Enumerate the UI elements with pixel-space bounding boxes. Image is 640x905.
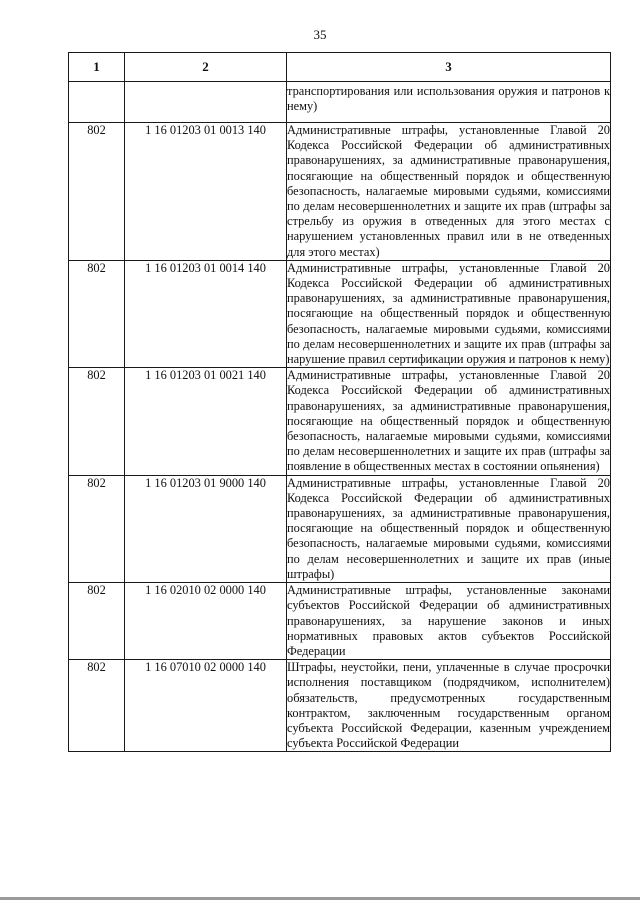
budget-code-cell: 1 16 01203 01 0014 140 [125,260,287,367]
budget-code-cell: 1 16 01203 01 9000 140 [125,475,287,582]
table-row [69,583,611,660]
table-row [69,260,611,367]
description-cell: Штрафы, неустойки, пени, уплаченные в случае просрочки исполнения поставщиком (подрядчиком, исполнителем) обязательств, предусмотренных государственным контрактом, заключенным государственным органом субъекта Российской Федерации, казенным учреждением субъекта Российской Федерации [287,660,610,751]
admin-code-cell: 802 [69,475,125,582]
admin-code-cell: 802 [69,123,125,261]
admin-code-cell: 802 [69,260,125,367]
description-cell: Административные штрафы, установленные Главой 20 Кодекса Российской Федерации об административных правонарушениях, за административные правонарушения, посягающие на общественный порядок и общественную безопасность, налагаемые мировыми судьями, комиссиями по делам несовершеннолетних и защите их прав (иные штрафы) [287,475,610,581]
column-header-2: 2 [125,53,287,82]
admin-code-cell: 802 [69,583,125,660]
description-cell: Административные штрафы, установленные законами субъектов Российской Федерации об административных правонарушениях, за нарушение законов и иных нормативных правовых актов субъектов Российской Федерации [287,583,610,658]
admin-code-cell: 802 [69,368,125,475]
code-cell-empty [125,82,287,123]
budget-code-cell: 1 16 07010 02 0000 140 [125,660,287,752]
table-row [69,475,611,582]
table-row [69,368,611,475]
table-row [69,123,611,261]
description-cell: Административные штрафы, установленные Главой 20 Кодекса Российской Федерации об административных правонарушениях, за административные правонарушения, посягающие на общественный порядок и общественную безопасность, налагаемые мировыми судьями, комиссиями по делам несовершеннолетних и защите их прав (штрафы за нарушение правил сертификации оружия и патронов к нему) [287,260,610,367]
scan-bottom-edge [0,897,640,900]
description-cell: Административные штрафы, установленные Главой 20 Кодекса Российской Федерации об административных правонарушениях, за административные правонарушения, посягающие на общественный порядок и общественную безопасность, налагаемые мировыми судьями, комиссиями по делам несовершеннолетних и защите их прав (штрафы за появление в общественных местах в состоянии опьянения) [287,368,610,474]
description-cell: Административные штрафы, установленные Главой 20 Кодекса Российской Федерации об административных правонарушениях, за административные правонарушения, посягающие на общественный порядок и общественную безопасность, налагаемые мировыми судьями, комиссиями по делам несовершеннолетних и защите их прав (штрафы за стрельбу из оружия в отведенных для этого местах с нарушением установленных правил или в не отведенных для этого местах) [287,123,610,259]
budget-code-cell: 1 16 01203 01 0021 140 [125,368,287,475]
table-row [69,660,611,752]
budget-classification-table [68,52,611,752]
column-header-3: 3 [287,53,611,82]
admin-code-cell: 802 [69,660,125,752]
admin-cell-empty [69,82,125,123]
budget-code-cell: 1 16 01203 01 0013 140 [125,123,287,261]
column-header-1: 1 [69,53,125,82]
description-cell: транспортирования или использования оружия и патронов к нему) [287,82,611,123]
table-row-continuation [69,82,611,123]
page-number: 35 [313,27,327,42]
budget-code-cell: 1 16 02010 02 0000 140 [125,583,287,660]
table-header-row [69,53,611,82]
